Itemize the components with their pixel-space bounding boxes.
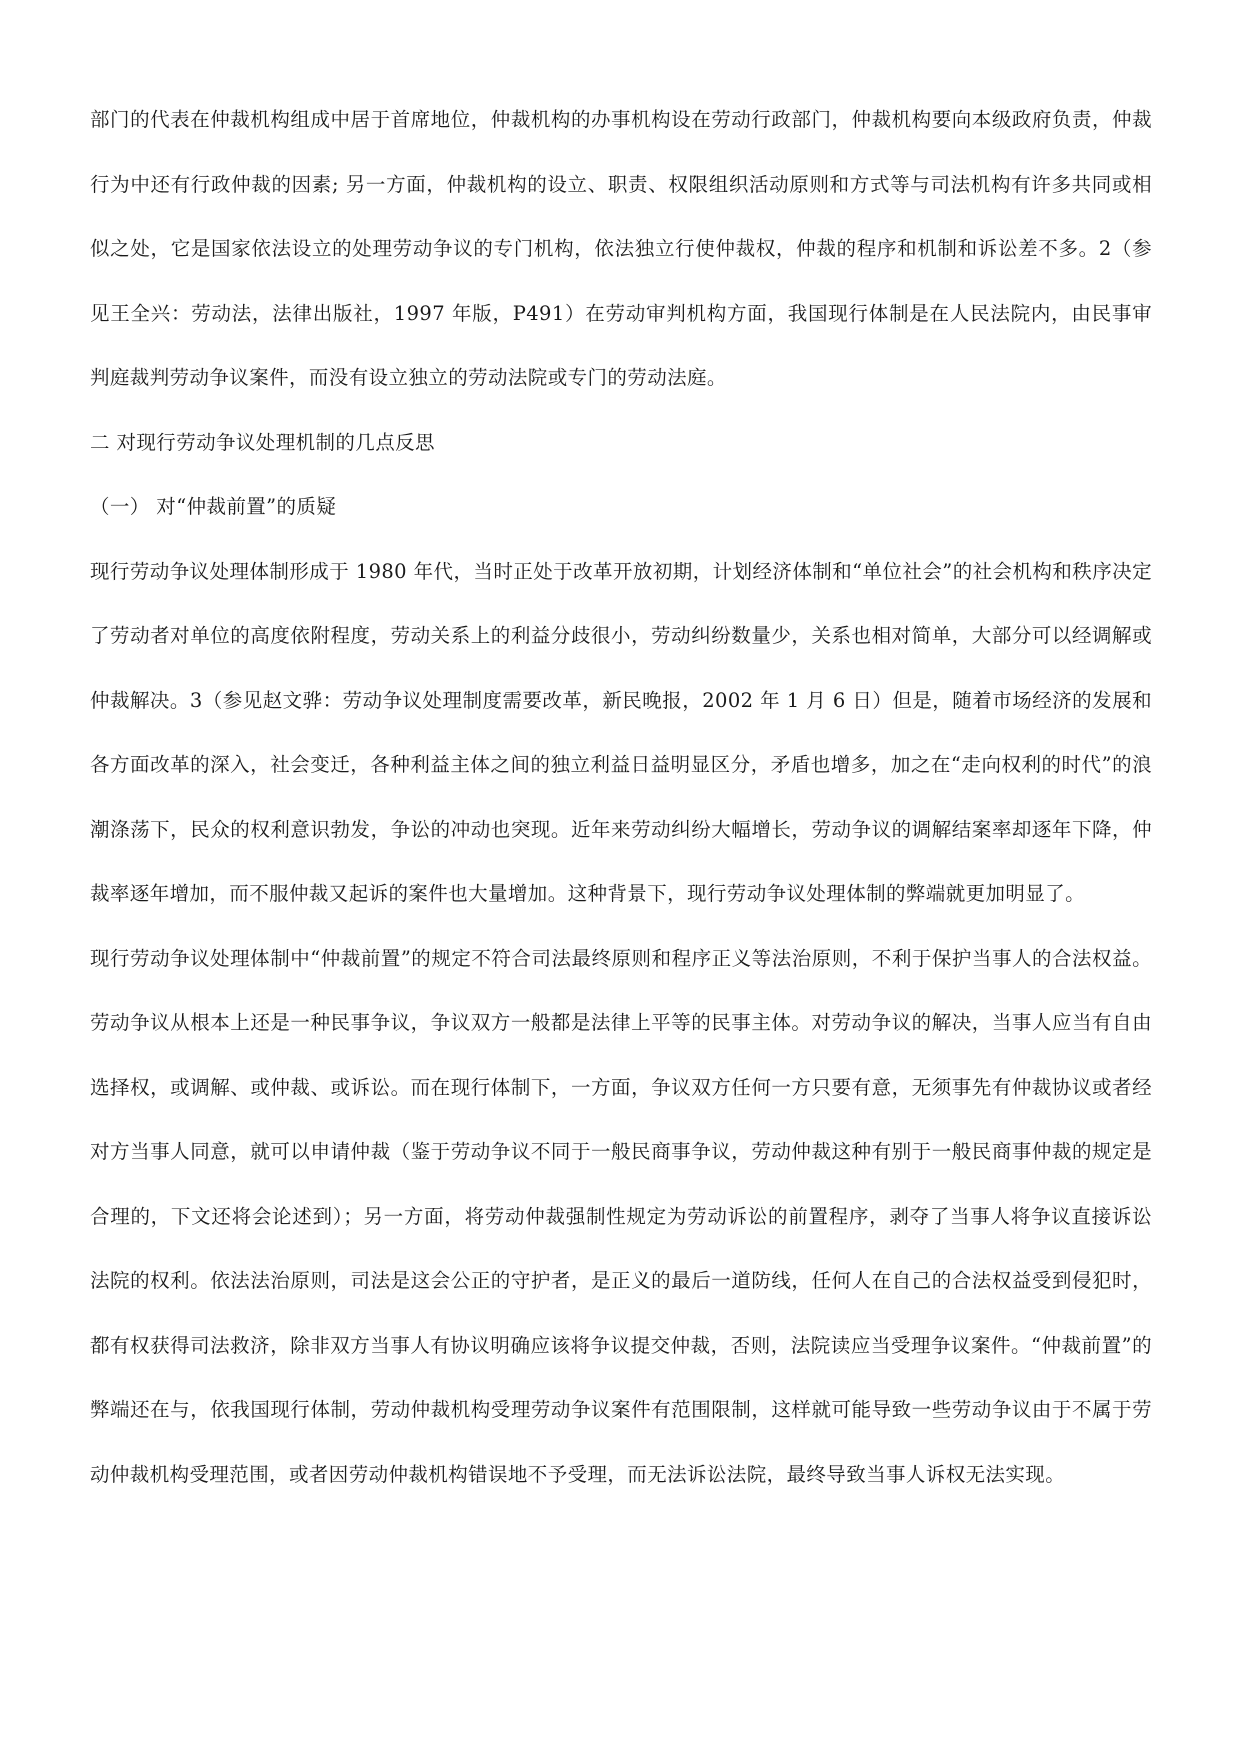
paragraph-system-history: 现行劳动争议处理体制形成于 1980 年代，当时正处于改革开放初期，计划经济体制和“单位社会”的社会机构和秩序决定了劳动者对单位的高度依附程度，劳动关系上的利益分歧很小，劳动纠纷数量少，关系也相对简单，大部分可以经调解或仲裁解决。3（参见赵文骅：劳动争议处理制度需要改革，新民晚报，2002 年 1 月 6 日）但是，随着市场经济的发展和各方面改革的深入，社会变迁，各种利益主体之间的独立利益日益明显区分，矛盾也增多，加之在“走向权利的时代”的浪潮涤荡下，民众的权利意识勃发，争讼的冲动也突现。近年来劳动纠纷大幅增长，劳动争议的调解结案率却逐年下降，仲裁率逐年增加，而不服仲裁又起诉的案件也大量增加。这种背景下，现行劳动争议处理体制的弊端就更加明显了。 bbox=[90, 559, 1152, 905]
subsection-heading-arbitration-precondition: （一） 对“仲裁前置”的质疑 bbox=[90, 495, 337, 518]
document-page bbox=[90, 88, 1152, 1507]
section-heading-reflections: 二 对现行劳动争议处理机制的几点反思 bbox=[90, 430, 435, 454]
paragraph-arbitration-critique: 现行劳动争议处理体制中“仲裁前置”的规定不符合司法最终原则和程序正义等法治原则，不利于保护当事人的合法权益。劳动争议从根本上还是一种民事争议，争议双方一般都是法律上平等的民事主体。对劳动争议的解决，当事人应当有自由选择权，或调解、或仲裁、或诉讼。而在现行体制下，一方面，争议双方任何一方只要有意，无须事先有仲裁协议或者经对方当事人同意，就可以申请仲裁（鉴于劳动争议不同于一般民商事争议，劳动仲裁这种有别于一般民商事仲裁的规定是合理的，下文还将会论述到）；另一方面，将劳动仲裁强制性规定为劳动诉讼的前置程序，剥夺了当事人将争议直接诉讼法院的权利。依法法治原则，司法是这会公正的守护者，是正义的最后一道防线，任何人在自己的合法权益受到侵犯时，都有权获得司法救济，除非双方当事人有协议明确应该将争议提交仲裁，否则，法院读应当受理争议案件。“仲裁前置”的弊端还在与，依我国现行体制，劳动仲裁机构受理劳动争议案件有范围限制，这样就可能导致一些劳动争议由于不属于劳动仲裁机构受理范围，或者因劳动仲裁机构错误地不予受理，而无法诉讼法院，最终导致当事人诉权无法实现。 bbox=[90, 946, 1152, 1486]
paragraph-arbitration-institutions: 部门的代表在仲裁机构组成中居于首席地位，仲裁机构的办事机构设在劳动行政部门，仲裁机构要向本级政府负责，仲裁行为中还有行政仲裁的因素; 另一方面，仲裁机构的设立、职责、权限组织活动原则和方式等与司法机构有许多共同或相似之处，它是国家依法设立的处理劳动争议的专门机构，依法独立行使仲裁权，仲裁的程序和机制和诉讼差不多。2（参见王全兴：劳动法，法律出版社，1997 年版，P491）在劳动审判机构方面，我国现行体制是在人民法院内，由民事审判庭裁判劳动争议案件，而没有设立独立的劳动法院或专门的劳动法庭。 bbox=[90, 108, 1152, 389]
